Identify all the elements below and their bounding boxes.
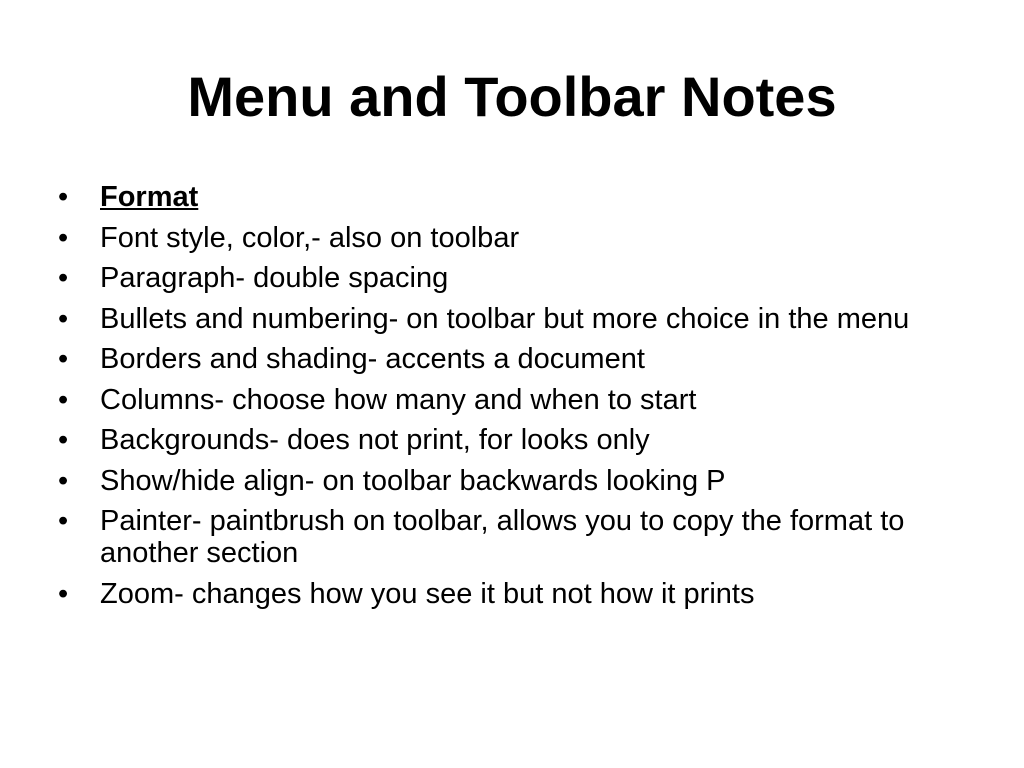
- bullet-text: Borders and shading- accents a document: [100, 343, 645, 375]
- bullet-text: Zoom- changes how you see it but not how it prints: [100, 577, 755, 610]
- bullet-dot-icon: •: [58, 505, 69, 537]
- bullet-item-painter: [58, 505, 978, 569]
- bullet-dot-icon: •: [58, 383, 69, 416]
- bullet-item-font-style: [58, 222, 978, 254]
- bullet-dot-icon: •: [58, 181, 69, 213]
- bullet-text: Paragraph- double spacing: [100, 262, 449, 294]
- bullet-item-borders-shading: [58, 343, 978, 375]
- bullet-text: Bullets and numbering- on toolbar but more choice in the menu: [100, 302, 910, 335]
- bullet-item-paragraph: [58, 262, 978, 294]
- bullet-item-format: [58, 181, 978, 213]
- bullet-text: Format: [100, 181, 199, 213]
- bullet-dot-icon: •: [58, 577, 69, 610]
- bullet-item-zoom: [58, 578, 978, 610]
- bullet-dot-icon: •: [58, 424, 69, 456]
- bullet-dot-icon: •: [58, 343, 69, 375]
- bullet-item-bullets-numbering: [58, 303, 978, 335]
- bullet-dot-icon: •: [58, 302, 69, 335]
- bullet-dot-icon: •: [58, 464, 69, 497]
- bullet-text: Show/hide align- on toolbar backwards looking P: [100, 464, 726, 497]
- bullet-item-show-hide: [58, 465, 978, 497]
- slide-title: Menu and Toolbar Notes: [187, 65, 837, 128]
- bullet-text: Backgrounds- does not print, for looks only: [100, 424, 650, 456]
- bullet-item-backgrounds: [58, 424, 978, 456]
- bullet-item-columns: [58, 384, 978, 416]
- bullet-text: Columns- choose how many and when to start: [100, 383, 697, 416]
- bullet-dot-icon: •: [58, 262, 69, 294]
- bullet-text: Painter- paintbrush on toolbar, allows you to copy the format to another section: [100, 505, 905, 569]
- bullet-dot-icon: •: [58, 221, 69, 254]
- bullet-list: [58, 181, 978, 618]
- bullet-text: Font style, color,- also on toolbar: [100, 221, 520, 254]
